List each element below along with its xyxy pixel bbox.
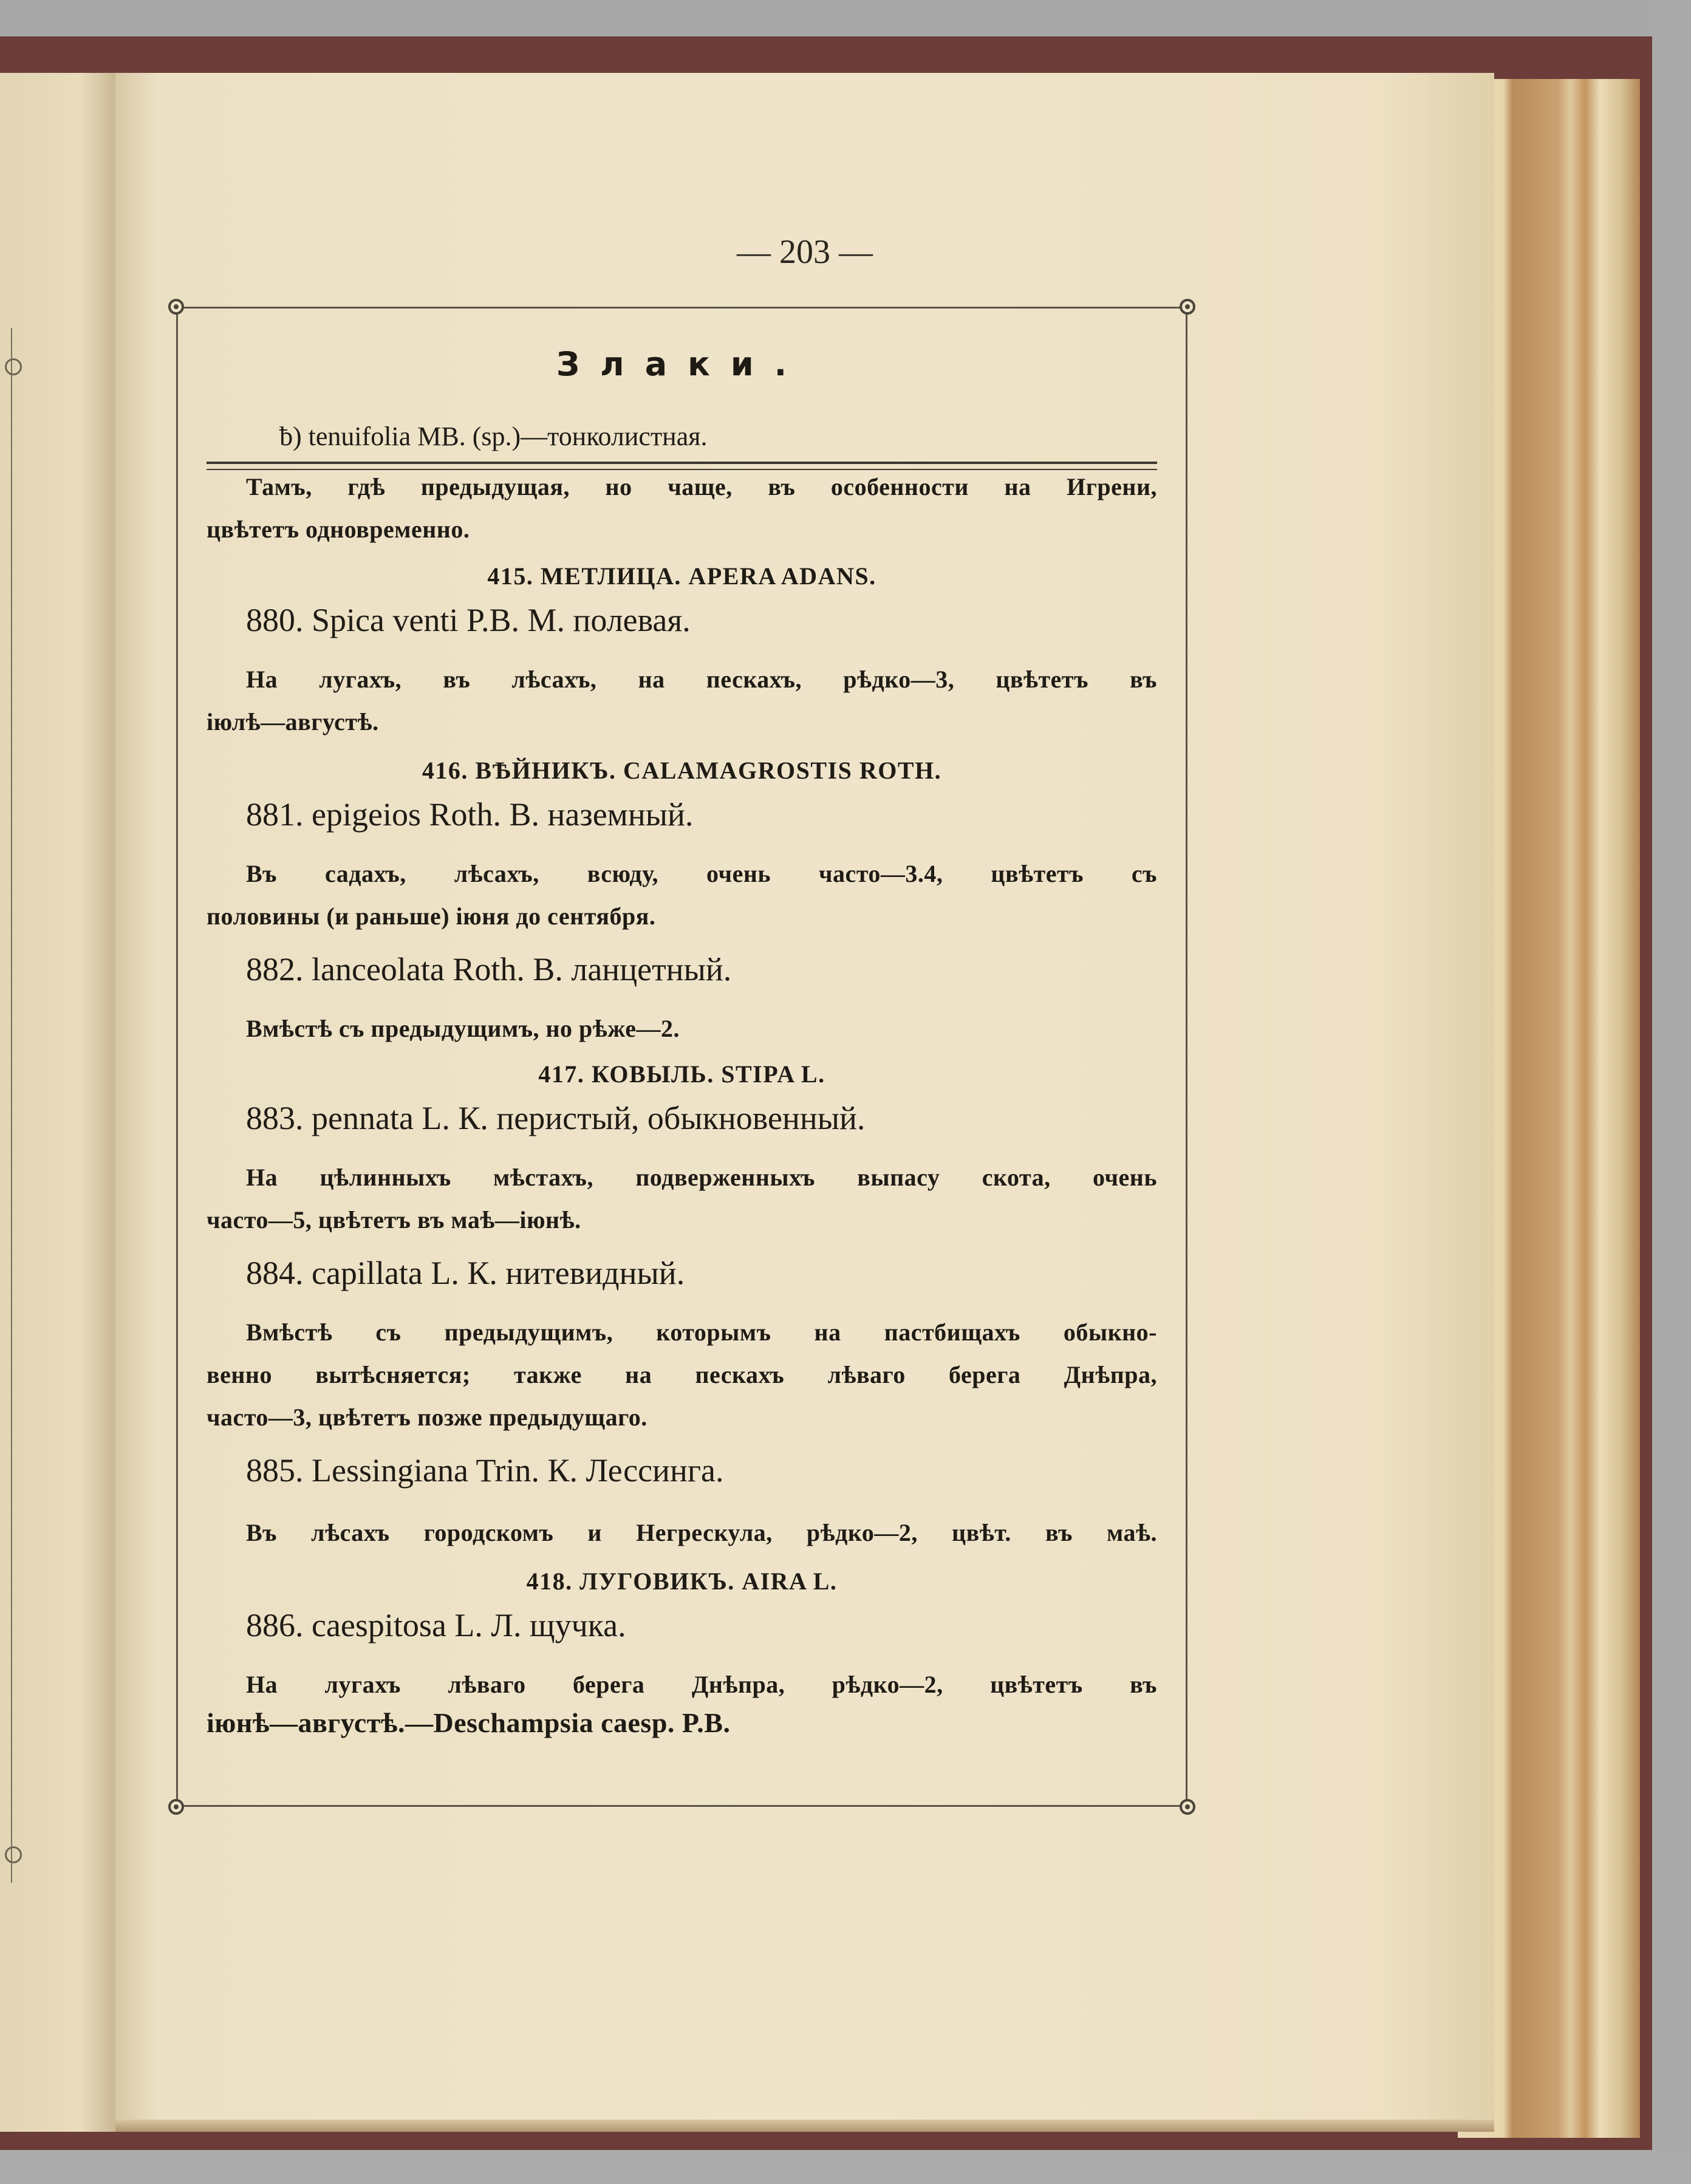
scan-background-bottom [0,2150,1691,2184]
genus-heading: 417. КОВЫЛЬ. STIPA L. [538,1060,825,1088]
entry-description-line: На лугахъ лѣваго берега Днѣпра, рѣдко—2, цвѣтетъ въ [246,1671,1157,1698]
entry-description-line: іюлѣ—августѣ. [207,708,379,735]
left-page-ornament [5,358,22,375]
scan-background-top [0,0,1691,36]
frame-corner-ornament [168,1799,184,1815]
entry-description-line: Въ лѣсахъ городскомъ и Негрескула, рѣдко—2, цвѣт. въ маѣ. [246,1519,1157,1546]
subspecies-entry: ƀ) tenuifolia MB. (sp.)—тонколистная. [279,421,708,451]
section-title: Злаки. [556,345,808,383]
entry-description-line: Въ садахъ, лѣсахъ, всюду, очень часто—3.4, цвѣтетъ съ [246,860,1157,887]
entry-description-line: На цѣлинныхъ мѣстахъ, подверженныхъ выпасу скота, очень [246,1164,1157,1191]
species-entry: 882. lanceolata Roth. В. ланцетный. [246,951,732,988]
entry-description-line: Вмѣстѣ съ предыдущимъ, но рѣже—2. [246,1015,680,1042]
entry-description-line: часто—3, цвѣтетъ позже предыдущаго. [207,1404,647,1431]
page-number: — 203 — [737,233,873,271]
entry-description-line: Тамъ, гдѣ предыдущая, но чаще, въ особенности на Игрени, [246,473,1157,500]
species-entry: 884. capillata L. К. нитевидный. [246,1255,685,1291]
entry-description-line: цвѣтетъ одновременно. [207,516,470,543]
species-entry: 886. caespitosa L. Л. щучка. [246,1607,626,1643]
left-page-frame-rule [11,328,12,1883]
species-entry: 881. epigeios Roth. В. наземный. [246,796,694,833]
entry-description-line: венно вытѣсняется; также на пескахъ лѣваго берега Днѣпра, [207,1361,1157,1388]
species-entry: 880. Spica venti P.B. M. полевая. [246,602,691,638]
heading-rule [207,469,1157,470]
book-page [115,73,1494,2132]
page-bottom-edge [115,2120,1494,2132]
scan-background-right [1652,0,1691,2184]
frame-corner-ornament [1180,1799,1195,1815]
species-entry: 885. Lessingiana Trin. К. Лессинга. [246,1452,724,1489]
entry-description-line: часто—5, цвѣтетъ въ маѣ—іюнѣ. [207,1206,581,1234]
entry-description-line: половины (и раньше) іюня до сентября. [207,903,656,930]
left-page-edge [0,73,115,2132]
entry-description-line: іюнѣ—августѣ.—Deschampsia caesp. P.B. [207,1707,731,1738]
genus-heading: 416. ВѢЙНИКЪ. CALAMAGROSTIS ROTH. [422,757,942,784]
genus-heading: 415. МЕТЛИЦА. APERA ADANS. [487,562,876,590]
entry-description-line: На лугахъ, въ лѣсахъ, на пескахъ, рѣдко—3, цвѣтетъ въ [246,666,1157,693]
species-entry: 883. pennata L. К. перистый, обыкновенный. [246,1100,866,1136]
left-page-ornament [5,1846,22,1863]
genus-heading: 418. ЛУГОВИКЪ. AIRA L. [526,1568,838,1595]
frame-corner-ornament [168,299,184,315]
frame-corner-ornament [1180,299,1195,315]
heading-rule [207,462,1157,464]
entry-description-line: Вмѣстѣ съ предыдущимъ, которымъ на пастбищахъ обыкно- [246,1319,1157,1346]
